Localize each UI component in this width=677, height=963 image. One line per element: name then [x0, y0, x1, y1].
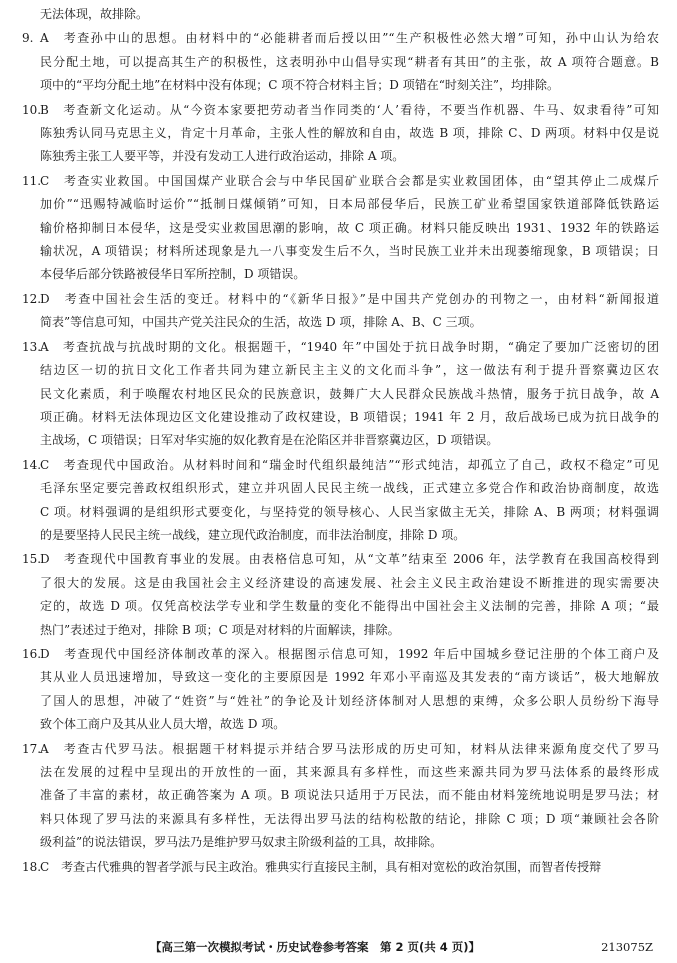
answer-text: 陈独秀认同马克思主义，肯定十月革命，主张人性的解放和自由，故选 B 项，排除 C、D 两项。材料中仅是说	[40, 126, 659, 141]
answer-text: 民文化素质，利于唤醒农村地区民众的民族意识，鼓舞广大人民群众民族战斗热情，服务于抗日战争，故 A	[40, 386, 659, 401]
answer-number: 15.	[22, 552, 42, 567]
answer-text-line	[40, 524, 659, 547]
answer-number: 12.	[22, 291, 42, 306]
answer-text-line	[40, 51, 659, 74]
answer-text: 的是要坚持人民民主统一战线，建立现代政治制度，而非法治制度，排除 D 项。	[40, 527, 466, 542]
answer-number: 13.	[22, 339, 42, 354]
answer-text-line	[22, 27, 659, 50]
answer-number: 10.	[22, 102, 42, 117]
answer-number: 11.	[22, 173, 42, 188]
answer-item	[22, 738, 659, 855]
answer-number: 18.	[22, 859, 42, 874]
answer-text-line	[22, 288, 659, 311]
answer-text-line	[40, 359, 659, 382]
answer-text: 结边区一切的抗日文化工作者共同为建立新民主主义的文化而斗争”，这一做法有利于提升晋察冀边区农	[40, 363, 659, 378]
answer-text-line	[40, 595, 659, 618]
answer-text-line	[22, 643, 659, 666]
answer-text: 加价”“迅赐特减临时运价”“抵制日煤倾销”可知，日本局部侵华后，民族工矿业希望国家铁道部降低铁路运	[40, 197, 659, 212]
answer-text-line	[40, 761, 659, 784]
answer-text: 简表”等信息可知，中国共产党关注民众的生活，故选 D 项，排除 A、B、C 三项。	[40, 315, 482, 330]
answer-item	[22, 27, 659, 97]
answer-text: 本侵华后部分铁路被侵华日军所控制，D 项错误。	[40, 267, 306, 282]
answer-text: 料只体现了罗马法的来源具有多样性，无法得出罗马法的结构松散的结论，排除 C 项；D 项“兼顾社会各阶	[40, 811, 659, 826]
answer-text-line	[22, 856, 659, 879]
answer-text: 其从业人员迅速增加，导致这一变化的主要原因是 1992 年邓小平南巡及其发表的“南方谈话”，极大地解放	[40, 670, 659, 685]
answer-text: 项中的“平均分配土地”在材料中没有体现；C 项不符合材料主旨；D 项错在“时刻关注”，均排除。	[40, 78, 559, 93]
answer-text: 民分配土地，可以提高其生产的积极性，这表明孙中山倡导实现“耕者有其田”的主张，故 A 项符合题意。B	[40, 54, 659, 69]
answer-number: 16.	[22, 646, 42, 661]
page-footer	[0, 937, 677, 957]
answer-text-line	[40, 383, 659, 406]
answer-text-line	[40, 311, 659, 334]
answer-item	[22, 288, 659, 335]
answer-text: A 考查孙中山的思想。由材料中的“必能耕者而后授以田”“生产积极性必然大增”可知，孙中山认为给农	[40, 31, 659, 46]
answer-text-line	[40, 831, 659, 854]
answer-number: 17.	[22, 741, 42, 756]
answer-text-line	[22, 99, 659, 122]
answer-list	[22, 27, 659, 879]
answer-text: 定的，故选 D 项。仅凭高校法学专业和学生数量的变化不能得出中国社会主义法制的完善，排除 A 项；“最	[40, 599, 659, 614]
answer-text: 输状况，A 项错误；材料所述现象是九一八事变发生后不久，当时民族工业并未出现萎缩现象，B 项错误；日	[40, 244, 659, 259]
answer-item	[22, 856, 659, 879]
answer-text: 毛泽东坚定要完善政权组织形式，建立并巩固人民民主统一战线，正式建立多党合作和政治协商制度，故选	[40, 481, 659, 496]
answer-text: C 项。材料强调的是组织形式要变化，与坚持党的领导核心、人民当家做主无关，排除 A、B 两项；材料强调	[40, 504, 659, 519]
answer-text-line	[40, 406, 659, 429]
answer-text: A 考查抗战与抗战时期的文化。根据题干，“1940 年”中国处于抗日战争时期，“确定了要加广泛密切的团	[40, 339, 659, 354]
answer-text-line	[40, 477, 659, 500]
answer-text-line	[40, 784, 659, 807]
answer-text: 输价格抑制日本侵华，这是受实业救国思潮的影响，故 C 项正确。材料只能反映出 1931、1932 年的铁路运	[40, 220, 659, 235]
answer-item	[22, 336, 659, 453]
answer-item	[22, 454, 659, 548]
answer-text-line	[40, 429, 659, 452]
answer-text-line	[40, 572, 659, 595]
answer-text: B 考查新文化运动。从“今资本家要把劳动者当作同类的‘人’看待，不要当作机器、牛马、奴隶看待”可知	[40, 102, 659, 117]
answer-text-line	[40, 122, 659, 145]
answer-number: 9.	[22, 31, 34, 46]
answer-text: 陈独秀主张工人要平等，并没有发动工人进行政治运动，排除 A 项。	[40, 149, 405, 164]
answer-item	[22, 170, 659, 287]
answer-text-line	[40, 666, 659, 689]
answer-text: 项正确。材料无法体现边区文化建设推动了政权建设，B 项错误；1941 年 2 月，敌后战场已成为抗日战争的	[40, 409, 659, 424]
answer-text: A 考查古代罗马法。根据题干材料提示并结合罗马法形成的历史可知，材料从法律来源角度交代了罗马	[40, 741, 659, 756]
answer-text-line	[22, 738, 659, 761]
answer-text: 致个体工商户及其从业人员大增，故选 D 项。	[40, 717, 286, 732]
answer-item	[22, 548, 659, 642]
answer-text: 热门”表述过于绝对，排除 B 项；C 项是对材料的片面解读，排除。	[40, 622, 400, 637]
answer-text-line	[40, 193, 659, 216]
answer-text-line	[40, 713, 659, 736]
answer-text: D 考查现代中国经济体制改革的深入。根据图示信息可知，1992 年后中国城乡登记注册的个体工商户及	[40, 646, 659, 661]
answer-text: 准备了丰富的素材，故正确答案为 A 项。B 项说法只适用于万民法，而不能由材料笼统地说明是罗马法；材	[40, 788, 659, 803]
answer-text: D 考查中国社会生活的变迁。材料中的“《新华日报》”是中国共产党创办的刊物之一，由材料“新闻报道	[40, 291, 659, 306]
answer-text-line	[22, 548, 659, 571]
answer-text-line	[22, 336, 659, 359]
answer-number: 14.	[22, 457, 42, 472]
answer-text: C 考查现代中国政治。从材料时间和“瑞金时代组织最纯洁”“形式纯洁，却孤立了自己，政权不稳定”可见	[40, 457, 659, 472]
answer-text: 了很大的发展。这是由我国社会主义经济建设的高速发展、社会主义民主政治建设不断推进的现实需要决	[40, 575, 659, 590]
continued-text-line: 无法体现，故排除。	[40, 7, 149, 21]
answer-text-line	[40, 690, 659, 713]
answer-text-line	[40, 501, 659, 524]
answer-text: D 考查现代中国教育事业的发展。由表格信息可知，从“文革”结束至 2006 年，法学教育在我国高校得到	[40, 552, 659, 567]
answer-text: C 考查古代雅典的智者学派与民主政治。雅典实行直接民主制，具有相对宽松的政治氛围，而智者传授辩	[40, 859, 602, 874]
answer-text: 了国人的思想，冲破了“姓资”与“姓社”的争论及计划经济体制对人思想的束缚，众多公职人员纷纷下海导	[40, 693, 659, 708]
answer-text-line	[22, 170, 659, 193]
answer-text-line	[22, 454, 659, 477]
answer-text-line	[40, 619, 659, 642]
answer-item	[22, 643, 659, 737]
answer-text-line	[40, 240, 659, 263]
footer-code: 213075Z	[601, 940, 653, 954]
answer-text-line	[40, 74, 659, 97]
answer-text: 级利益”的说法错误，罗马法乃是维护罗马奴隶主阶级利益的工具，故排除。	[40, 835, 443, 850]
answer-text-line	[40, 217, 659, 240]
footer-title: 【高三第一次模拟考试・历史试卷参考答案 第 2 页(共 4 页)】	[150, 940, 481, 954]
answer-text: C 考查实业救国。中国国煤产业联合会与中华民国矿业联合会都是实业救国团体，由“望其停止二成煤斤	[40, 173, 659, 188]
answer-text: 主战场，C 项错误；日军对华实施的奴化教育是在沦陷区并非晋察冀边区，D 项错误。	[40, 433, 499, 448]
answer-item	[22, 99, 659, 169]
answer-text-line	[40, 263, 659, 286]
answer-text-line	[40, 808, 659, 831]
answer-text-line	[40, 145, 659, 168]
answer-text: 法在发展的过程中呈现出的开放性的一面，其来源具有多样性，而这些来源共同为罗马法体系的最终形成	[40, 765, 659, 779]
